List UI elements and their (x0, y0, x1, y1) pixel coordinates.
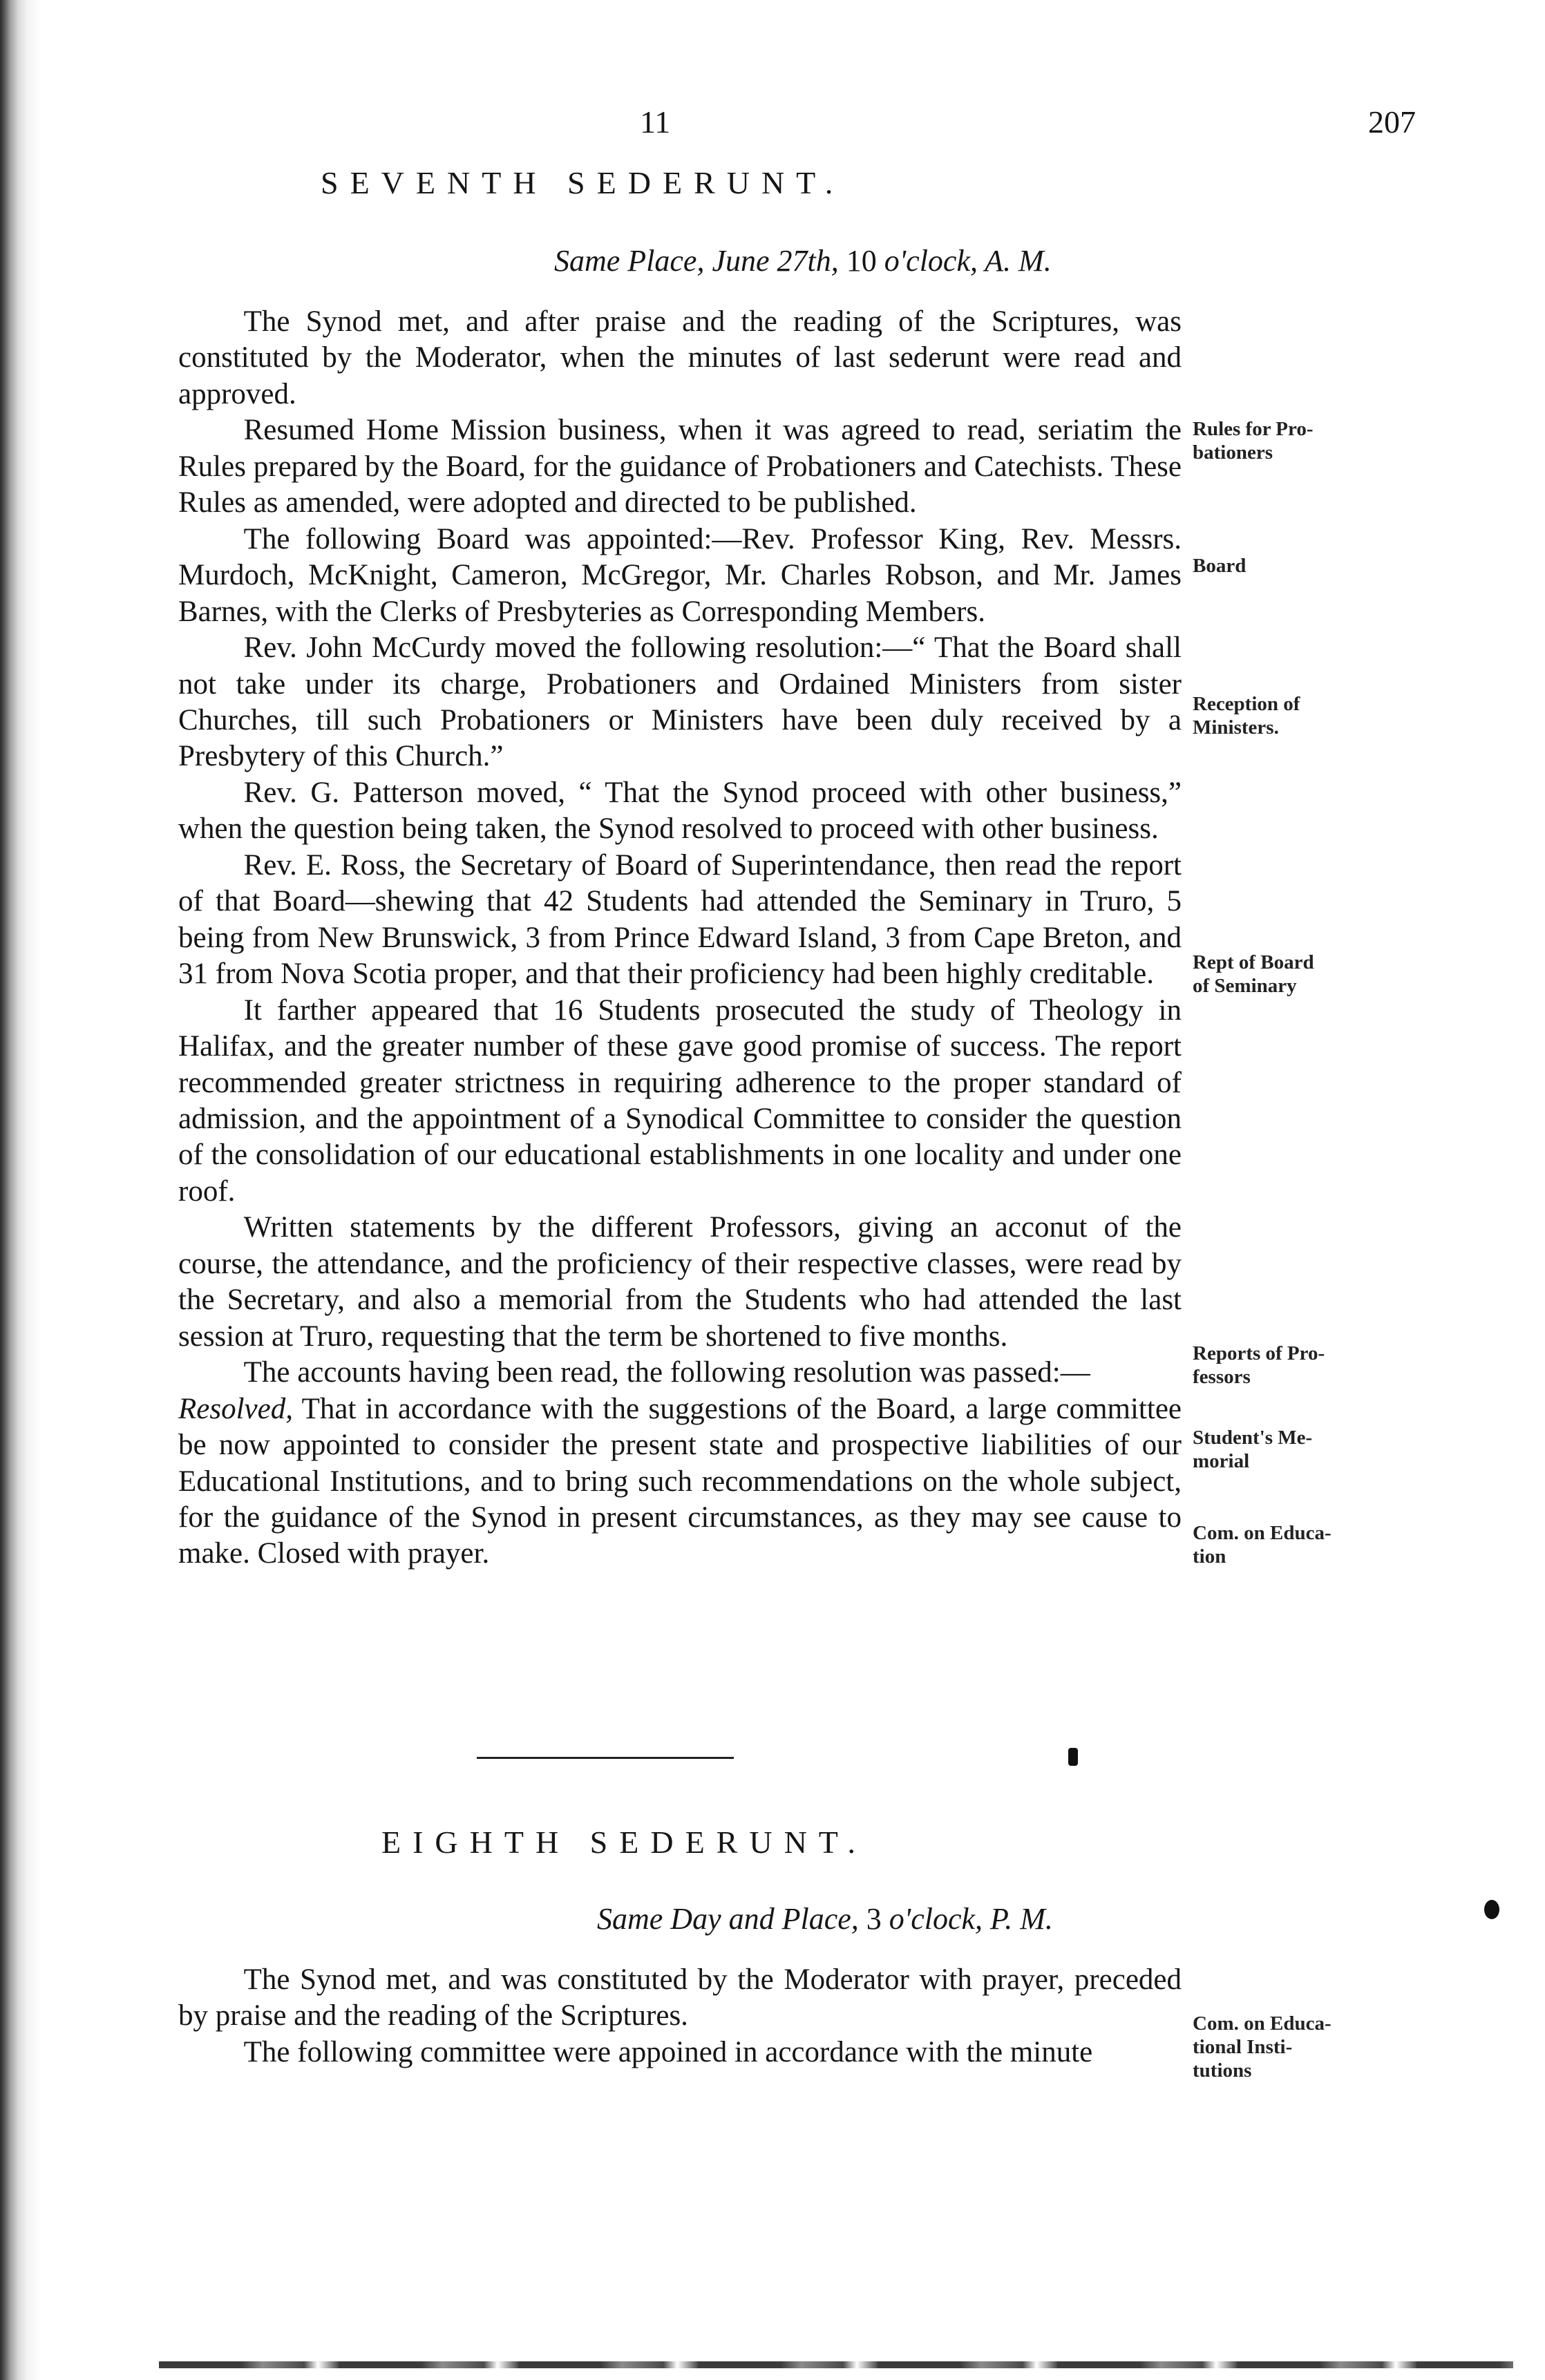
dateline-time: o'clock, P. M. (889, 1902, 1053, 1936)
margin-note-com-educational-institutions: Com. on Educa- tional Insti- tutions (1193, 2012, 1331, 2082)
eighth-sederunt-body (178, 1962, 1182, 2070)
paragraph-synod-met-eighth: The Synod met, and was constituted by the Moderator with prayer, preceded by praise and the reading of the Scriptures. (178, 1963, 1182, 2032)
binding-edge (0, 0, 41, 2380)
resolved-word: Resolved, (178, 1392, 293, 1425)
bottom-page-edge (159, 2361, 1513, 2368)
paragraph-professors-statements: Written statements by the different Professors, giving an acconut of the course, the attendance, and the proficiency of their respective classes, were read by the Secretary, and also a memorial from the Students who had attended the last session at Truro, requesting that the term be shortened to five months. (178, 1211, 1182, 1353)
margin-note-board: Board (1193, 555, 1247, 577)
paragraph-mccurdy-resolution: Rev. John McCurdy moved the following resolution:—“ That the Board shall not take under its charge, Probationers and Ordained Ministers from sister Churches, till such Probationers or Ministers have been duly received by a Presbytery of this Church.” (178, 631, 1182, 773)
eighth-sederunt-heading: EIGHTH SEDERUNT. (381, 1825, 867, 1860)
margin-note-com-education: Com. on Educa- tion (1193, 1522, 1331, 1568)
resolved-text: That in accordance with the suggestions of the Board, a large committee be now appointed to consider the present state and prospective liabilities of our Educational Institutions, and to bring such recommendations on the whole subject, for the guidance of the Synod in present circumstances, as they may see cause to make. Closed with prayer. (178, 1392, 1182, 1570)
ink-blot (1068, 1748, 1078, 1766)
paragraph-seminary-report: Rev. E. Ross, the Secretary of Board of Superintendance, then read the report of that Board—shewing that 42 Students had attended the Seminary in Truro, 5 being from New Brunswick, 3 from Prince Edward Island, 3 from Cape Breton, and 31 from Nova Scotia proper, and that their proficiency had been highly creditable. (178, 848, 1182, 991)
paragraph-synod-met: The Synod met, and after praise and the reading of the Scriptures, was constituted by the Moderator, when the minutes of last sederunt were read and approved. (178, 305, 1182, 410)
section-divider-rule (477, 1757, 734, 1759)
paragraph-theology-students: It farther appeared that 16 Students prosecuted the study of Theology in Halifax, and the greater number of these gave good promise of success. The report recommended greater strictness in requiring adherence to the proper standard of admission, and the appointment of a Synodical Committee to consider the question of the consolidation of our educational establishments in one locality and under one roof. (178, 993, 1182, 1208)
margin-note-reception-ministers: Reception of Ministers. (1193, 693, 1300, 739)
paragraph-accounts: The accounts having been read, the following resolution was passed:— (243, 1356, 1090, 1389)
margin-note-reports-professors: Reports of Pro- fessors (1193, 1342, 1325, 1389)
ink-blot (1484, 1900, 1499, 1919)
folio-left: 11 (640, 104, 671, 140)
dateline-place: Same Day and Place, (597, 1902, 859, 1936)
page-number: 207 (1368, 104, 1416, 140)
paragraph-home-mission: Resumed Home Mission business, when it was agreed to read, seriatim the Rules prepared by the Board, for the guidance of Probationers and Catechists. These Rules as amended, were adopted and directed to be published. (178, 414, 1182, 520)
seventh-sederunt-heading: SEVENTH SEDERUNT. (321, 165, 845, 200)
margin-note-report-seminary: Rept of Board of Seminary (1193, 951, 1314, 998)
dateline-place: Same Place, June 27th, (554, 244, 839, 278)
dateline-time: o'clock, A. M. (884, 244, 1052, 278)
paragraph-board-appointed: The following Board was appointed:—Rev. Professor King, Rev. Messrs. Murdoch, McKnight, Cameron, McGregor, Mr. Charles Robson, and Mr. James Barnes, with the Clerks of Presbyteries as Corresponding Members. (178, 522, 1182, 628)
paragraph-resolved (178, 1391, 1182, 1572)
seventh-sederunt-body (178, 304, 1182, 1572)
paragraph-committee-appointed: The following committee were appoined in accordance with the minute (243, 2035, 1093, 2068)
dateline-hour: 10 (838, 244, 884, 278)
margin-note-students-memorial: Student's Me- morial (1193, 1427, 1313, 1473)
seventh-dateline (554, 243, 1052, 278)
paragraph-patterson-motion: Rev. G. Patterson moved, “ That the Synod proceed with other business,” when the question being taken, the Synod resolved to proceed with other business. (178, 776, 1182, 846)
margin-note-rules-probationers: Rules for Pro- bationers (1193, 418, 1314, 464)
eighth-dateline (597, 1901, 1053, 1936)
dateline-hour: 3 (858, 1902, 889, 1936)
